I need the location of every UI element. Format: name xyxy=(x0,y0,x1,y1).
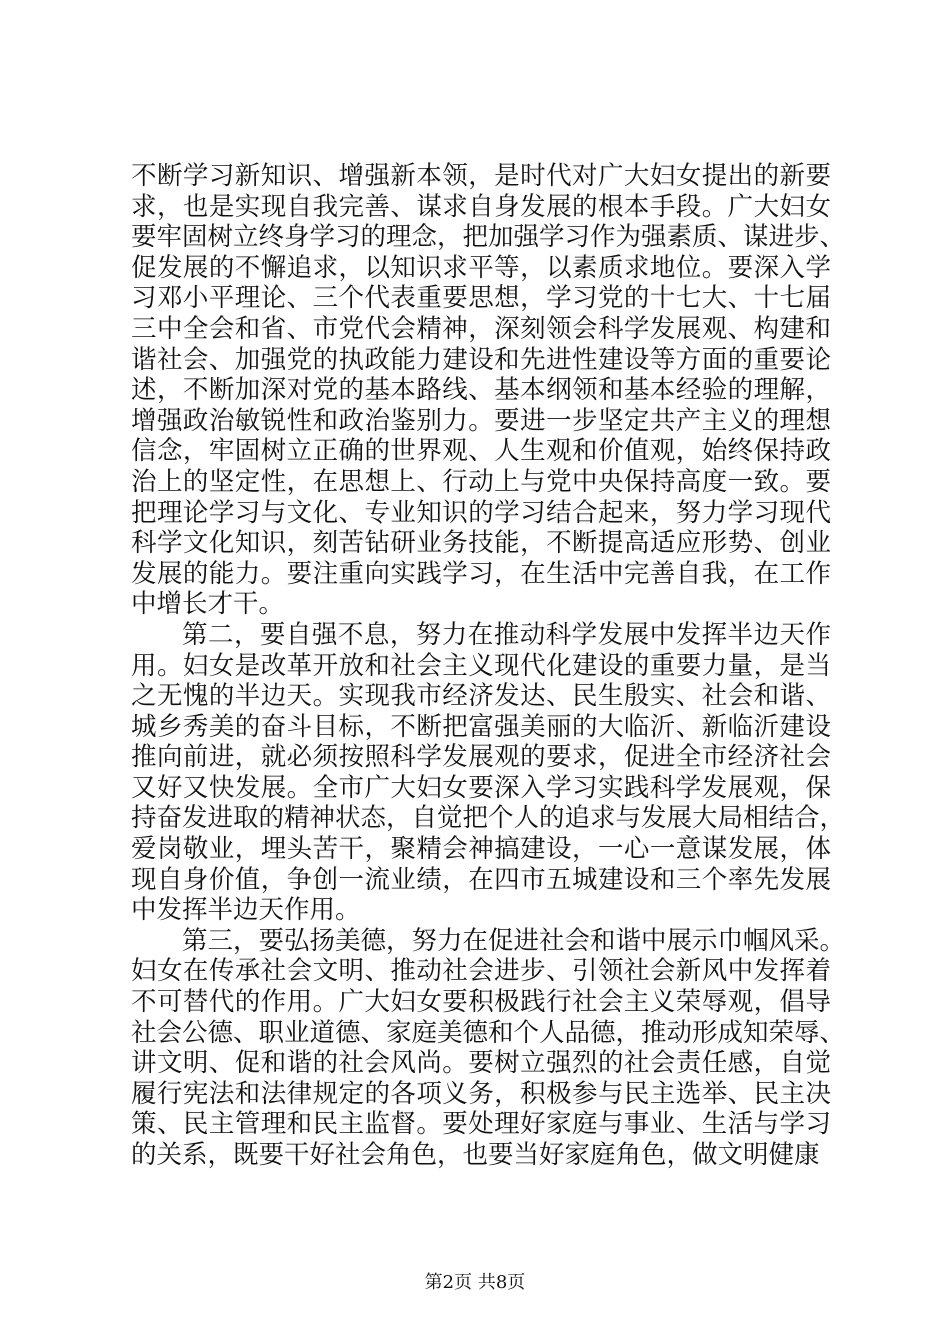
text-line: 促发展的不懈追求，以知识求平等，以素质求地位。要深入学 xyxy=(131,252,831,283)
text-line: 第二，要自强不息，努力在推动科学发展中发挥半边天作 xyxy=(182,619,831,650)
text-line: 履行宪法和法律规定的各项义务，积极参与民主选举、民主决 xyxy=(131,1078,831,1109)
text-line: 用。妇女是改革开放和社会主义现代化建设的重要力量，是当 xyxy=(131,650,831,681)
text-line: 第三，要弘扬美德，努力在促进社会和谐中展示巾帼风采。 xyxy=(182,925,846,956)
document-body xyxy=(131,161,846,1171)
text-line: 中发挥半边天作用。 xyxy=(131,895,361,926)
text-line: 讲文明、促和谐的社会风尚。要树立强烈的社会责任感，自觉 xyxy=(131,1048,831,1079)
text-line: 之无愧的半边天。实现我市经济发达、民生殷实、社会和谐、 xyxy=(131,681,831,712)
page-footer xyxy=(0,1272,950,1294)
text-line: 中增长才干。 xyxy=(131,589,285,620)
text-line: 推向前进，就必须按照科学发展观的要求，促进全市经济社会 xyxy=(131,742,831,773)
text-line: 城乡秀美的奋斗目标，不断把富强美丽的大临沂、新临沂建设 xyxy=(131,711,831,742)
text-line: 信念，牢固树立正确的世界观、人生观和价值观，始终保持政 xyxy=(131,436,831,467)
text-line: 现自身价值，争创一流业绩，在四市五城建设和三个率先发展 xyxy=(131,864,831,895)
text-line: 求，也是实现自我完善、谋求自身发展的根本手段。广大妇女 xyxy=(131,191,831,222)
text-line: 不可替代的作用。广大妇女要积极践行社会主义荣辱观，倡导 xyxy=(131,987,831,1018)
paragraph xyxy=(131,619,846,926)
text-line: 把理论学习与文化、专业知识的学习结合起来，努力学习现代 xyxy=(131,497,831,528)
paragraph xyxy=(131,161,846,620)
text-line: 习邓小平理论、三个代表重要思想，学习党的十七大、十七届 xyxy=(131,283,831,314)
text-line: 的关系，既要干好社会角色，也要当好家庭角色，做文明健康 xyxy=(131,1140,820,1170)
text-line: 策、民主管理和民主监督。要处理好家庭与事业、生活与学习 xyxy=(131,1109,831,1140)
text-line: 增强政治敏锐性和政治鉴别力。要进一步坚定共产主义的理想 xyxy=(131,405,831,436)
text-line: 社会公德、职业道德、家庭美德和个人品德，推动形成知荣辱、 xyxy=(131,1017,846,1048)
text-line: 又好又快发展。全市广大妇女要深入学习实践科学发展观，保 xyxy=(131,772,831,803)
text-line: 谐社会、加强党的执政能力建设和先进性建设等方面的重要论 xyxy=(131,344,831,375)
paragraph xyxy=(131,925,846,1171)
text-line: 三中全会和省、市党代会精神，深刻领会科学发展观、构建和 xyxy=(131,313,831,344)
text-line: 治上的坚定性，在思想上、行动上与党中央保持高度一致。要 xyxy=(131,466,831,497)
text-line: 妇女在传承社会文明、推动社会进步、引领社会新风中发挥着 xyxy=(131,956,831,987)
text-line: 科学文化知识，刻苦钻研业务技能，不断提高适应形势、创业 xyxy=(131,528,831,559)
text-line: 要牢固树立终身学习的理念，把加强学习作为强素质、谋进步、 xyxy=(131,222,846,253)
text-line: 不断学习新知识、增强新本领，是时代对广大妇女提出的新要 xyxy=(131,161,831,191)
text-line: 述，不断加深对党的基本路线、基本纲领和基本经验的理解， xyxy=(131,375,831,406)
text-line: 持奋发进取的精神状态，自觉把个人的追求与发展大局相结合， xyxy=(131,803,846,834)
page-number: 第2页 共8页 xyxy=(424,1272,526,1293)
text-line: 爱岗敬业，埋头苦干，聚精会神搞建设，一心一意谋发展，体 xyxy=(131,834,831,865)
text-line: 发展的能力。要注重向实践学习，在生活中完善自我，在工作 xyxy=(131,558,831,589)
